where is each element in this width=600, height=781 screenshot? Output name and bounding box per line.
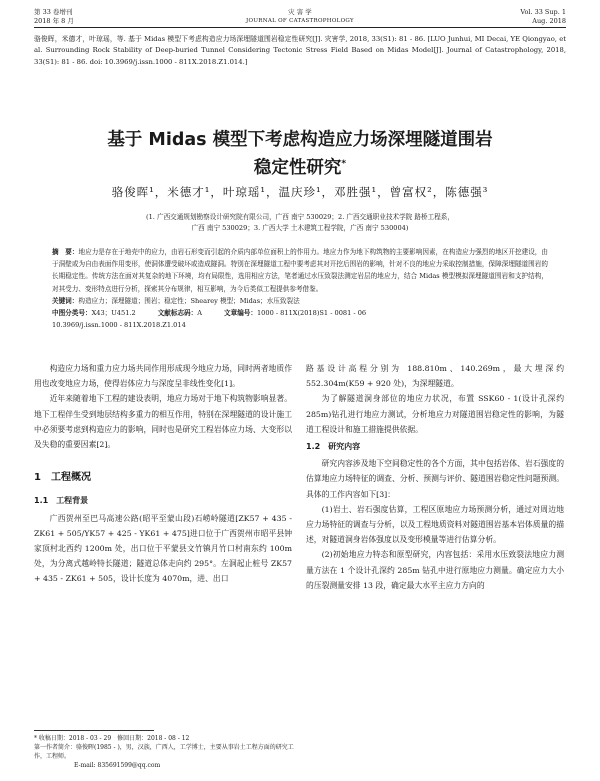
- journal-name-en: JOURNAL OF CATASTROPHOLOGY: [246, 18, 354, 24]
- article-no-value: 1000 - 811X(2018)S1 - 0081 - 06: [256, 309, 367, 318]
- title-star: *: [341, 159, 347, 169]
- doc-code-value: A: [197, 309, 203, 318]
- left-paragraph-3: 广西贺州至巴马高速公路(昭平至蒙山段)石崂岭隧道[ZK57 + 435 - ZK61 + 505/YK57 + 425 - YK61 + 475]进口位于广西贺州市昭平县钟家顶村北西约 1200m 处，出口位于平蒙县文竹镇月竹口村南东约 100m 处，为分离式越岭特长隧道；隧道总体走向约 295°。左洞起止桩号 ZK57 + 435 - ZK61 + 505，设计长度为 4070m，进、出口: [34, 513, 292, 584]
- affiliation-line-1: (1. 广西交通规划勘察设计研究院有限公司，广西 南宁 530029；2. 广西交通职业技术学院 路桥工程系，: [146, 213, 454, 221]
- footnote-block: [34, 734, 294, 770]
- header-rule: [34, 27, 566, 28]
- right-paragraph-1: 路基设计高程分别为 188.810m、140.269m，最大埋深约 552.304m(K59 + 920 处)，为深埋隧道。: [306, 364, 564, 389]
- abstract-label: 摘 要：: [52, 248, 79, 256]
- title-line-1: 基于 Midas 模型下考虑构造应力场深埋隧道围岩: [107, 130, 493, 150]
- right-paragraph-3: 研究内容涉及地下空间稳定性的各个方面，其中包括岩体、岩石强度的估算地应力场特征的调查、分析、预测与评价、隧道围岩稳定性问题预测。具体的工作内容如下[3]：: [306, 459, 564, 499]
- section-1-1-heading: 1.1 工程背景: [34, 496, 89, 506]
- left-column: [34, 361, 292, 587]
- right-paragraph-2: 为了解隧道洞身部位的地应力状况，布置 SSK60 - 1(设计孔深约 285m)钻孔进行地应力测试，分析地应力对隧道围岩稳定性的影响，为隧道工程设计和施工措施提供依据。: [306, 394, 564, 434]
- date-en: Aug. 2018: [532, 17, 566, 25]
- right-paragraph-5: (2)初始地应力特态和原型研究，内容包括：采用水压致裂法地应力测量方法在 1 个设计孔深约 285m 钻孔中进行原地应力测量。确定应力大小的压裂测量安排 13 段，确定最大水平主应力方向的: [306, 550, 564, 590]
- classification-row: [52, 307, 548, 319]
- doc-code-label: 文献标志码：: [157, 309, 198, 318]
- left-paragraph-2: 近年来随着地下工程的建设表明，地应力场对于地下构筑物影响显著。地下工程伴生受到地层结构多重力的相互作用，特别在深埋隧道的设计施工中必须要考虑到构造应力的影响，同时也是研究工程岩体应力场、大变形以及失稳的重要因素[2]。: [34, 394, 292, 450]
- footnote-rule: [34, 730, 154, 731]
- clc-value: X43；U451.2: [91, 309, 136, 318]
- section-1-heading: 1 工程概况: [34, 472, 91, 484]
- affiliation-line-2: 广西 南宁 530029；3. 广西大学 土木建筑工程学院，广西 南宁 530004): [191, 224, 409, 232]
- abstract-text: 地应力是存在于地壳中的应力，由岩石形变而引起的介质内部单位面积上的作用力。地应力作为地下构筑物的主要影响因素，在构造应力强烈的地区开挖建设，由于洞壁或为自由表面作用变形，使洞体遭受破坏或造成隧洞。特别在深埋隧道工程中要考虑其对开挖后围岩的影响，针对不良的地应力采取控制措施，保障深埋隧道围岩的长期稳定性。传统方法在面对其复杂的地下环境，均有局限性，选用相应方法，笔者通过水压致裂法测定岩层的地应力，结合 Midas 模型模拟深埋隧道围岩和支护结构，对其受力、变形特点进行分析，探索其分布规律，相互影响，为今后类似工程提供参考借鉴。: [52, 248, 549, 293]
- volume-issue: 第 33 卷增刊: [34, 8, 73, 16]
- right-paragraph-4: (1)岩土、岩石强度估算，工程区原地应力场预测分析，通过对周边地应力场特征的调查与分析，以及工程地质资料对隧道围岩基本岩体质量的描述，对隧道洞身岩体强度以及变形模量等进行估算分析。: [306, 504, 564, 545]
- volume-en: Vol. 33 Sup. 1: [520, 8, 566, 16]
- right-column: [306, 361, 564, 593]
- header-center: [34, 8, 566, 26]
- abstract-block: [52, 246, 548, 331]
- title-line-2: 稳定性研究: [253, 157, 342, 178]
- citation-block: [34, 34, 566, 68]
- keywords-text: 构造应力；深埋隧道；围岩；稳定性；Shearey 模型；Midas；水压致裂法: [78, 296, 300, 305]
- author-list: 骆俊晖¹，米德才¹，叶琼瑶¹，温庆珍¹，邓胜强¹，曾富权²，陈德强³: [111, 185, 489, 199]
- journal-name-cn: 灾 害 学: [288, 8, 312, 16]
- section-1-2-heading: 1.2 研究内容: [306, 442, 361, 452]
- author-email: E-mail: 835691599@qq.com: [74, 762, 161, 769]
- author-bio: 第一作者简介：骆俊晖(1985 - )，男，汉族，广西人，工学博士，主要从事岩土工程方面的研究工作，工程师。: [34, 744, 294, 760]
- header-right: [520, 8, 566, 26]
- paper-title: [40, 128, 560, 180]
- issue-date: 2018 年 8 月: [34, 17, 74, 25]
- clc-label: 中图分类号：: [52, 309, 92, 318]
- keywords-label: 关键词：: [52, 296, 79, 305]
- affiliations: [70, 212, 530, 234]
- left-paragraph-1: 构造应力场和重力应力场共同作用形成现今地应力场，同时两者地质作用也改变地应力场，使得岩体应力与深度呈非线性变化[1]。: [34, 364, 292, 389]
- citation-text: 骆俊晖，米德才，叶琼瑶，等. 基于 Midas 模型下考虑构造应力场深埋隧道围岩稳定性研究[J]. 灾害学, 2018, 33(S1): 81 - 86. [LUO Junhui, MI Decai, YE Qiongyao, et al. Surrounding Rock Stability of Deep-buried Tunnel Considering Tectonic Stress Field Based on Midas Model[J]. Journal of Catastrophology, 2018, 33(S1): 81 - 86. doi: 10.3969/j.issn.1000 - 811X.2018.Z1.014.]: [34, 35, 566, 66]
- article-no-label: 文章编号：: [224, 309, 257, 318]
- doi-text: 10.3969/j.issn.1000 - 811X.2018.Z1.014: [52, 321, 186, 330]
- received-date: * 收稿日期：2018 - 03 - 29 修回日期：2018 - 08 - 12: [34, 735, 190, 742]
